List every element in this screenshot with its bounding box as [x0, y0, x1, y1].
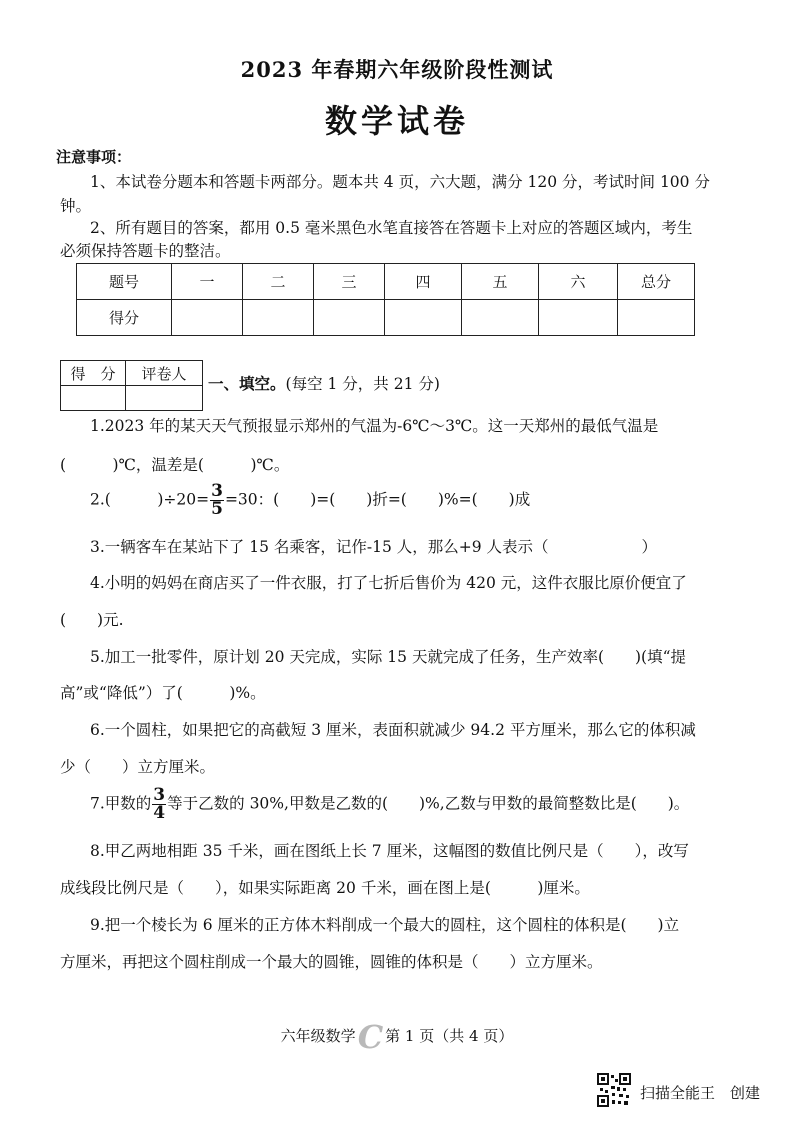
score-table: [76, 263, 695, 336]
score-cell: [314, 300, 385, 336]
question-7: [90, 787, 689, 822]
question-2-pre: 2.( )÷20=: [90, 490, 210, 509]
grader-score-cell: [61, 386, 126, 411]
question-7-pre: 7.甲数的: [90, 794, 152, 813]
fraction-numerator: 3: [153, 785, 166, 805]
note-2-line-1: 2、所有题目的答案，都用 0.5 毫米黑色水笔直接答在答题卡上对应的答题区域内，考生: [90, 219, 693, 237]
scanner-watermark: 扫描全能王 创建: [640, 1084, 761, 1102]
grader-name-label: 评卷人: [126, 361, 203, 386]
notes-heading: 注意事项：: [56, 148, 132, 166]
page-footer: [0, 1018, 794, 1056]
score-cell: [172, 300, 243, 336]
score-cell: [539, 300, 618, 336]
question-8-line-1: 8.甲乙两地相距 35 千米，画在图纸上长 7 厘米，这幅图的数值比例尺是（ ），改写: [90, 842, 689, 860]
question-1-line-1: 1.2023 年的某天天气预报显示郑州的气温为-6℃～3℃。这一天郑州的最低气温是: [90, 417, 659, 435]
qr-code-icon: [597, 1073, 631, 1107]
exam-subtitle: 数学试卷: [324, 102, 469, 140]
question-4-line-1: 4.小明的妈妈在商店买了一件衣服，打了七折后售价为 420 元，这件衣服比原价便宜了: [90, 574, 687, 592]
note-1-line-2: 钟。: [60, 197, 92, 215]
score-cell: [243, 300, 314, 336]
question-6-line-2: 少（ ）立方厘米。: [60, 758, 216, 776]
fraction-3-4: [152, 787, 166, 822]
score-cell: [462, 300, 539, 336]
question-6-line-1: 6.一个圆柱，如果把它的高截短 3 厘米，表面积就减少 94.2 平方厘米，那么它的体积减: [90, 721, 696, 739]
footer-subject: 六年级数学: [280, 1027, 356, 1045]
c-logo-icon: C: [357, 1018, 384, 1056]
score-row-label: 得分: [77, 300, 172, 336]
exam-title: 2023 年春期六年级阶段性测试: [240, 57, 554, 82]
score-col-4: 四: [385, 264, 462, 300]
score-table-score-row: [77, 300, 695, 336]
fraction-3-5: [210, 483, 224, 518]
question-7-post: 等于乙数的 30%,甲数是乙数的( )%,乙数与甲数的最简整数比是( )。: [167, 794, 690, 813]
score-col-6: 六: [539, 264, 618, 300]
footer-page-number: 第 1 页（共 4 页）: [385, 1027, 514, 1045]
score-col-3: 三: [314, 264, 385, 300]
section-1-heading: [208, 372, 440, 394]
question-9-line-1: 9.把一个棱长为 6 厘米的正方体木料削成一个最大的圆柱，这个圆柱的体积是( )立: [90, 916, 680, 934]
question-1-line-2: ( )℃，温差是( )℃。: [60, 456, 290, 474]
score-cell: [385, 300, 462, 336]
fraction-denominator: 4: [153, 803, 166, 823]
score-col-1: 一: [172, 264, 243, 300]
question-9-line-2: 方厘米，再把这个圆柱削成一个最大的圆锥，圆锥的体积是（ ）立方厘米。: [60, 953, 603, 971]
question-5-line-1: 5.加工一批零件，原计划 20 天完成，实际 15 天就完成了任务，生产效率( )(填“提: [90, 648, 687, 666]
score-col-5: 五: [462, 264, 539, 300]
question-8-line-2: 成线段比例尺是（ ），如果实际距离 20 千米，画在图上是( )厘米。: [60, 879, 590, 897]
question-2: [90, 483, 530, 518]
question-5-line-2: 高”或“降低”）了( )%。: [60, 684, 266, 702]
grader-name-cell: [126, 386, 203, 411]
score-cell: [618, 300, 695, 336]
question-2-post: =30：( )=( )折=( )%=( )成: [224, 490, 531, 509]
grader-score-label: 得 分: [61, 361, 126, 386]
score-table-label: 题号: [77, 264, 172, 300]
section-1-note: (每空 1 分，共 21 分): [285, 375, 440, 393]
section-1-title: 一、填空。: [208, 374, 286, 393]
score-col-2: 二: [243, 264, 314, 300]
question-3: 3.一辆客车在某站下了 15 名乘客，记作-15 人，那么+9 人表示（ ）: [90, 538, 658, 556]
note-1-line-1: 1、本试卷分题本和答题卡两部分。题本共 4 页，六大题，满分 120 分，考试时间 100 分: [90, 173, 710, 191]
question-4-line-2: ( )元.: [60, 611, 124, 629]
score-table-header-row: [77, 264, 695, 300]
score-col-total: 总分: [618, 264, 695, 300]
fraction-numerator: 3: [211, 481, 223, 501]
note-2-line-2: 必须保持答题卡的整洁。: [60, 242, 231, 260]
fraction-denominator: 5: [211, 499, 223, 519]
grader-table: [60, 360, 203, 411]
